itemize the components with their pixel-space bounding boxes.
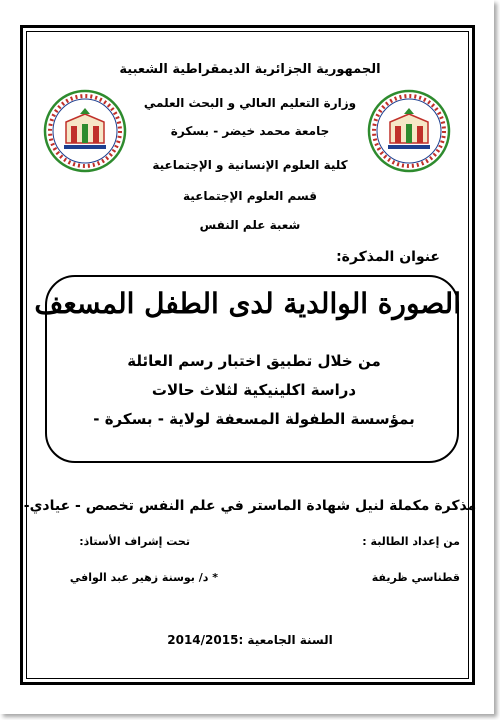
thesis-title: الصورة الوالدية لدى الطفل المسعف (34, 287, 461, 320)
title-subline-3: بمؤسسة الطفولة المسعفة لولاية - بسكرة - (93, 410, 415, 428)
faculty-name: كلية العلوم الإنسانية و الإجتماعية (152, 158, 348, 172)
student-name: قطناسي ظريفة (371, 571, 460, 584)
student-label: من إعداد الطالبة : (362, 535, 460, 548)
branch-name: شعبة علم النفس (199, 218, 301, 232)
academic-year: السنة الجامعية :2014/2015 (167, 633, 333, 647)
title-box (34, 275, 461, 463)
supervisor-name: * د/ بوسنة زهير عبد الوافي (69, 571, 218, 584)
title-subline-1: من خلال تطبيق اختبار رسم العائلة (127, 352, 381, 370)
supervisor-label: تحت إشراف الأستاذ: (79, 535, 190, 548)
title-subline-2: دراسة اكلينيكية لثلاث حالات (151, 381, 357, 399)
memo-note: مذكرة مكملة لنيل شهادة الماستر في علم النفس تخصص - عيادي- (23, 498, 477, 514)
country-name: الجمهورية الجزائرية الديمقراطية الشعبية (119, 62, 381, 77)
ministry-name: وزارة التعليم العالي و البحث العلمي (143, 96, 357, 110)
department-name: قسم العلوم الإجتماعية (183, 189, 317, 203)
university-name: جامعة محمد خيضر - بسكرة (170, 124, 330, 138)
thesis-title-label: عنوان المذكرة: (336, 249, 440, 265)
